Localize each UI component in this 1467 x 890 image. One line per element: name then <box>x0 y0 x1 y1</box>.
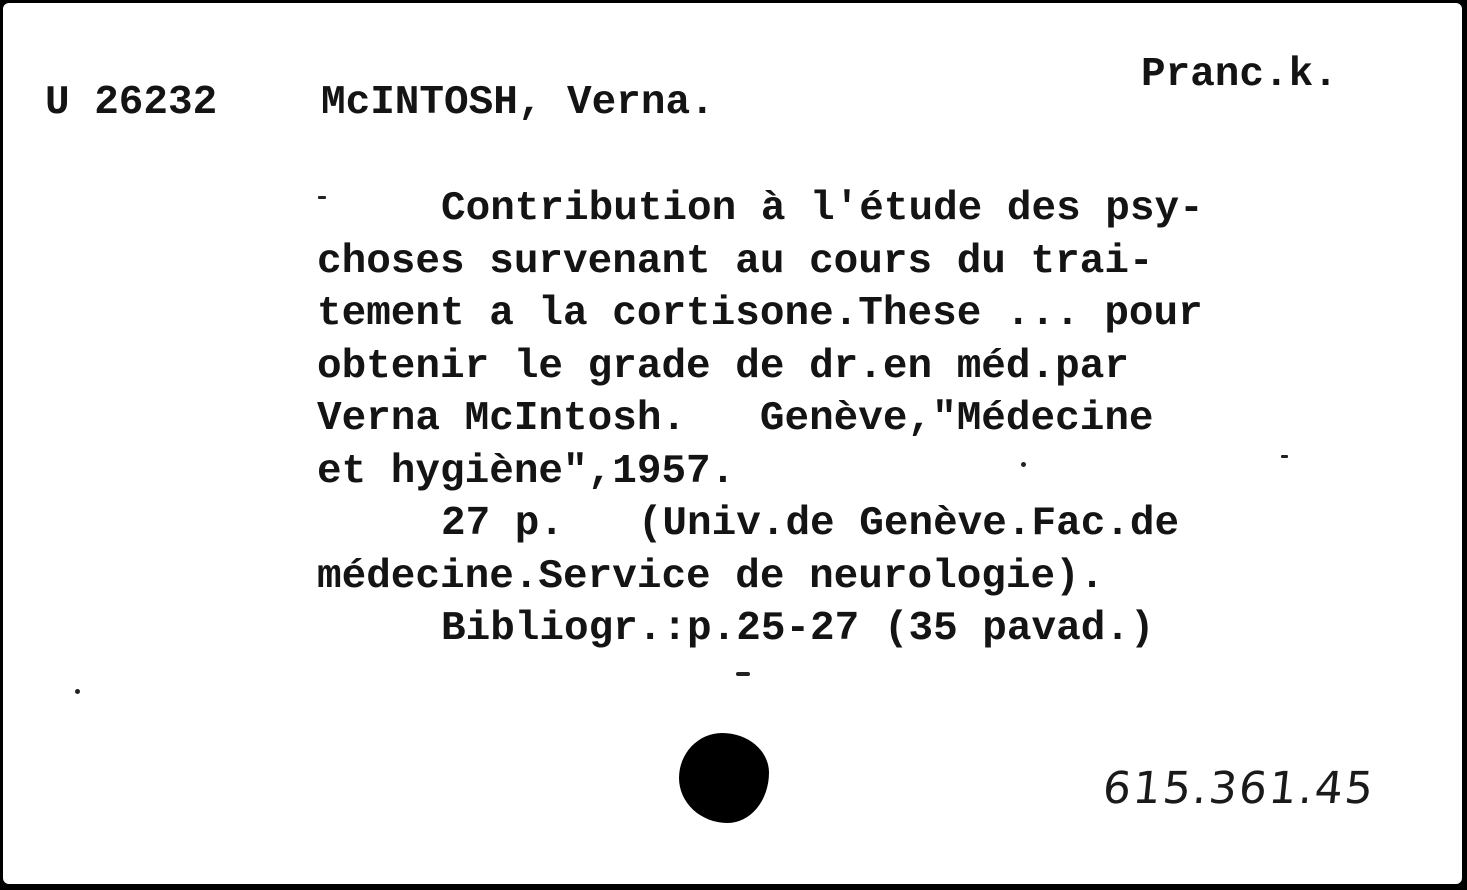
card-punch-hole <box>679 733 769 823</box>
ink-speck <box>1281 455 1288 458</box>
ink-speck <box>75 689 80 694</box>
catalog-card <box>3 3 1462 884</box>
title-line: tement a la cortisone.These ... pour <box>317 291 1203 337</box>
title-line: choses survenant au cours du trai- <box>317 238 1154 285</box>
title-line: Contribution à l'étude des psy- <box>441 186 1204 232</box>
series-line: médecine.Service de neurologie). <box>317 553 1105 600</box>
title-line: obtenir le grade de dr.en méd.par <box>317 343 1129 390</box>
ink-speck <box>736 672 750 676</box>
author-heading: McINTOSH, Verna. <box>321 80 715 126</box>
ink-speck <box>318 196 326 199</box>
call-number: U 26232 <box>45 80 218 126</box>
bibliographic-description <box>317 183 1437 656</box>
imprint-line: et hygiène",1957. <box>317 448 736 495</box>
ink-speck <box>1021 462 1026 467</box>
bibliography-note: Bibliogr.:p.25-27 (35 pavad.) <box>441 606 1155 652</box>
imprint-line: Verna McIntosh. Genève,"Médecine <box>317 396 1154 442</box>
collation-line: 27 p. (Univ.de Genève.Fac.de <box>441 501 1180 547</box>
classification-number: 615.361.45 <box>1100 763 1378 814</box>
location-mark: Pranc.k. <box>1141 52 1338 98</box>
